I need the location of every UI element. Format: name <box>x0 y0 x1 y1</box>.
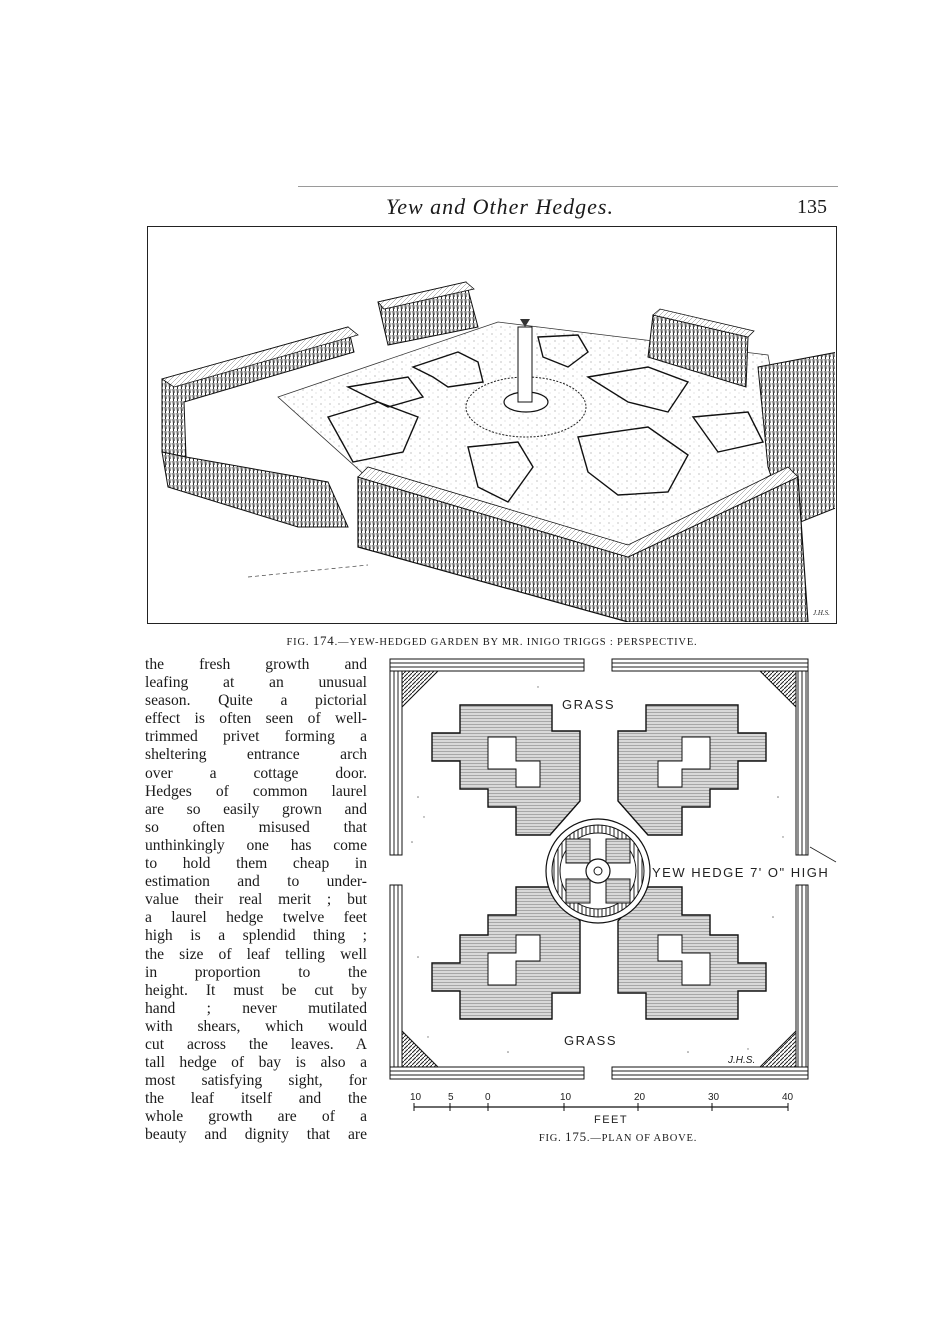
page-number: 135 <box>797 196 827 218</box>
hedge-front-left <box>162 452 348 527</box>
scale-unit: FEET <box>594 1114 629 1125</box>
text-line: over a cottage door. <box>145 764 367 782</box>
hedge-bottom-left <box>390 1067 584 1079</box>
corner-bottom-left <box>402 1031 438 1067</box>
text-line: season. Quite a pictorial <box>145 692 367 710</box>
artist-mark: J.H.S. <box>813 609 830 617</box>
text-line: the size of leaf telling well <box>145 945 367 963</box>
scale-tick-5: 5 <box>448 1092 454 1103</box>
fountain-jet <box>594 867 602 875</box>
text-line: sheltering entrance arch <box>145 746 367 764</box>
text-line: to hold them cheap in <box>145 855 367 873</box>
figure-175-plan <box>388 657 848 1125</box>
text-line: the fresh growth and <box>145 656 367 673</box>
caption-number: 175 <box>565 1129 587 1144</box>
label-grass-bottom: GRASS <box>564 1033 618 1048</box>
text-line: effect is often seen of well- <box>145 710 367 728</box>
text-line: cut across the leaves. A <box>145 1035 367 1053</box>
bed-top-right <box>618 705 766 835</box>
caption-prefix: FIG. <box>286 637 313 648</box>
scale-tick-20: 20 <box>634 1092 646 1103</box>
caption-prefix: FIG. <box>538 1133 566 1144</box>
text-line: the leaf itself and the <box>145 1090 367 1108</box>
hedge-right-bottom <box>796 885 808 1067</box>
text-line: tall hedge of bay is also a <box>145 1054 367 1072</box>
text-line: most satisfying sight, for <box>145 1072 367 1090</box>
fountain-statue <box>518 327 532 402</box>
text-line: high is a splendid thing ; <box>145 927 367 945</box>
scale-tick-10: 10 <box>560 1092 572 1103</box>
running-title: Yew and Other Hedges. <box>386 194 614 219</box>
text-line: a laurel hedge twelve feet <box>145 909 367 927</box>
scale-bar <box>410 1092 794 1125</box>
scale-tick-0: 0 <box>485 1092 491 1103</box>
corner-top-right <box>760 671 796 707</box>
text-line: leafing at an unusual <box>145 674 367 692</box>
header-rule <box>298 186 838 187</box>
text-line: Hedges of common laurel <box>145 782 367 800</box>
plan-drawing <box>388 657 848 1125</box>
text-line: whole growth are of a <box>145 1108 367 1126</box>
body-text <box>145 656 367 1145</box>
corner-top-left <box>402 671 438 707</box>
hedge-bottom-right <box>612 1067 808 1079</box>
text-line: estimation and to under- <box>145 873 367 891</box>
hedge-top-left <box>390 659 584 671</box>
corner-bottom-right <box>760 1031 796 1067</box>
caption-text: .—YEW-HEDGED GARDEN BY MR. INIGO TRIGGS : PERSPECTIVE. <box>334 637 698 648</box>
text-line: trimmed privet forming a <box>145 728 367 746</box>
hedge-left-bottom <box>390 885 402 1067</box>
text-line: so often misused that <box>145 818 367 836</box>
plan-artist-mark: J.H.S. <box>728 1055 756 1066</box>
caption-text: .—PLAN OF ABOVE. <box>586 1133 698 1144</box>
scale-tick-10a: 10 <box>410 1092 422 1103</box>
text-line: in proportion to the <box>145 963 367 981</box>
figure-175-caption <box>388 1129 848 1145</box>
scale-tick-30: 30 <box>708 1092 720 1103</box>
hedge-left-top <box>390 671 402 855</box>
label-grass-top: GRASS <box>562 697 616 712</box>
text-line: hand ; never mutilated <box>145 999 367 1017</box>
text-line: unthinkingly one has come <box>145 836 367 854</box>
scale-tick-40: 40 <box>782 1092 794 1103</box>
text-line: height. It must be cut by <box>145 981 367 999</box>
text-line: beauty and dignity that are <box>145 1126 367 1144</box>
figure-174-perspective <box>147 226 837 624</box>
bed-top-left <box>432 705 580 835</box>
text-line: with shears, which would <box>145 1017 367 1035</box>
figure-174-caption <box>147 633 837 649</box>
label-yew-hedge: YEW HEDGE 7' O" HIGH <box>652 865 830 880</box>
hedge-right-top <box>796 671 808 855</box>
text-line: are so easily grown and <box>145 800 367 818</box>
perspective-drawing <box>148 227 835 622</box>
hedge-top-right <box>612 659 808 671</box>
caption-number: 174 <box>312 633 335 648</box>
text-line: value their real merit ; but <box>145 891 367 909</box>
